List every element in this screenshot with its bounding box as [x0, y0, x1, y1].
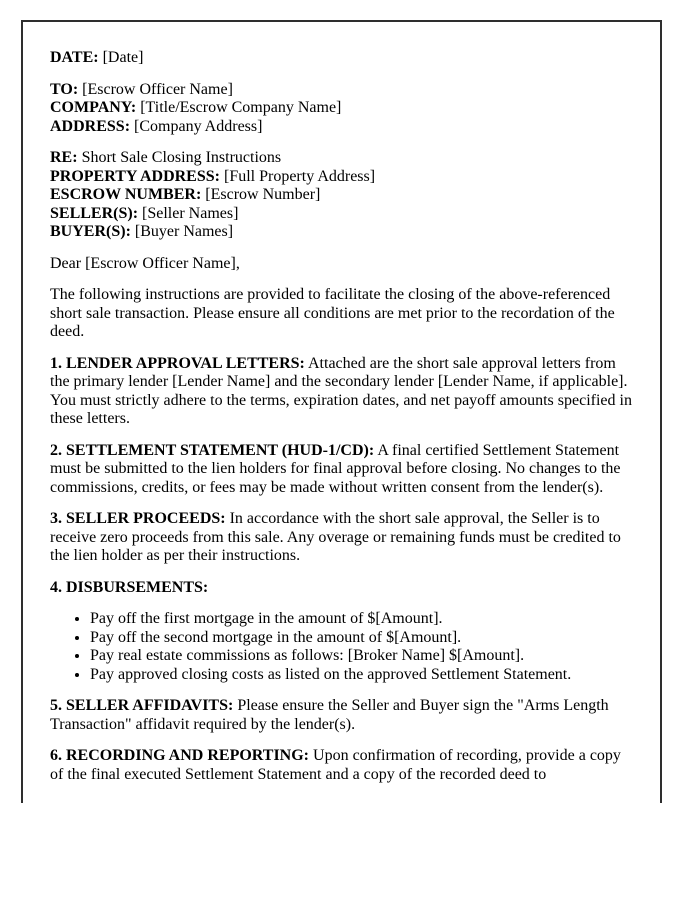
section-settlement-statement-title: 2. SETTLEMENT STATEMENT (HUD-1/CD): [50, 441, 375, 459]
company-label: COMPANY: [50, 99, 137, 116]
buyers-value: [Buyer Names] [134, 223, 234, 240]
date-line [50, 49, 632, 68]
disbursement-item-first-mortgage: • Pay off the first mortgage in the amount of $[Amount]. [90, 610, 632, 629]
buyers-label: BUYER(S): [50, 223, 131, 240]
sellers-line [50, 205, 632, 224]
property-address-line [50, 168, 632, 187]
section-recording-reporting [50, 747, 632, 784]
section-settlement-statement-body: A final certified Settlement Statement must be submitted to the lien holders for final approval before closing. No changes to the commissions, credits, or fees may be made without written consent from the lender(s). [50, 441, 621, 496]
section-seller-proceeds [50, 510, 632, 566]
section-recording-reporting-body: Upon confirmation of recording, provide a copy of the final executed Settlement Statement and a copy of the recorded deed to [50, 747, 621, 783]
to-line [50, 81, 632, 100]
reference-block [50, 149, 632, 242]
to-value: [Escrow Officer Name] [82, 80, 233, 98]
disbursement-item-second-mortgage: • Pay off the second mortgage in the amount of $[Amount]. [90, 629, 632, 648]
date-label: DATE: [50, 49, 99, 66]
disbursements-list [50, 610, 632, 684]
escrow-number-line [50, 186, 632, 205]
re-label: RE: [50, 149, 78, 166]
sellers-label: SELLER(S): [50, 204, 139, 222]
re-value: Short Sale Closing Instructions [81, 149, 282, 166]
property-address-label: PROPERTY ADDRESS: [50, 167, 220, 185]
buyers-line [50, 223, 632, 242]
company-value: [Title/Escrow Company Name] [140, 99, 342, 116]
address-line [50, 118, 632, 137]
document-border [21, 20, 662, 803]
disbursement-item-closing-costs: • Pay approved closing costs as listed on the approved Settlement Statement. [90, 666, 632, 685]
sellers-value: [Seller Names] [142, 204, 239, 222]
section-seller-affidavits-title: 5. SELLER AFFIDAVITS: [50, 697, 234, 714]
recipient-block [50, 81, 632, 137]
section-seller-proceeds-body: In accordance with the short sale approval, the Seller is to receive zero proceeds from this sale. Any overage or remaining funds must be credited to the lien holder as per their instructions. [50, 510, 621, 564]
section-disbursements-heading [50, 579, 632, 598]
section-settlement-statement [50, 442, 632, 498]
intro-paragraph: The following instructions are provided to facilitate the closing of the above-referenced short sale transaction. Please ensure all conditions are met prior to the recordation of the deed. [50, 286, 615, 340]
section-lender-approval-title: 1. LENDER APPROVAL LETTERS: [50, 354, 305, 372]
section-disbursements-title: 4. DISBURSEMENTS: [50, 578, 209, 596]
date-value: [Date] [102, 49, 144, 66]
company-line [50, 99, 632, 118]
section-lender-approval-body: Attached are the short sale approval letters from the primary lender [Lender Name] and the secondary lender [Lender Name, if applicable]. You must strictly adhere to the terms, expiration dates, and net payoff amounts specified in these letters. [50, 354, 632, 427]
section-lender-approval [50, 355, 632, 429]
escrow-number-label: ESCROW NUMBER: [50, 186, 202, 203]
to-label: TO: [50, 80, 79, 98]
property-address-value: [Full Property Address] [223, 167, 376, 185]
disbursement-item-commissions: • Pay real estate commissions as follows: [Broker Name] $[Amount]. [90, 647, 632, 666]
section-recording-reporting-title: 6. RECORDING AND REPORTING: [50, 747, 310, 764]
salutation: Dear [Escrow Officer Name], [50, 254, 240, 272]
address-label: ADDRESS: [50, 117, 131, 135]
section-seller-proceeds-title: 3. SELLER PROCEEDS: [50, 510, 226, 527]
address-value: [Company Address] [134, 117, 263, 135]
re-line [50, 149, 632, 168]
section-seller-affidavits [50, 697, 632, 734]
escrow-number-value: [Escrow Number] [205, 186, 321, 203]
section-seller-affidavits-body: Please ensure the Seller and Buyer sign the "Arms Length Transaction" affidavit required by the lender(s). [50, 697, 609, 733]
